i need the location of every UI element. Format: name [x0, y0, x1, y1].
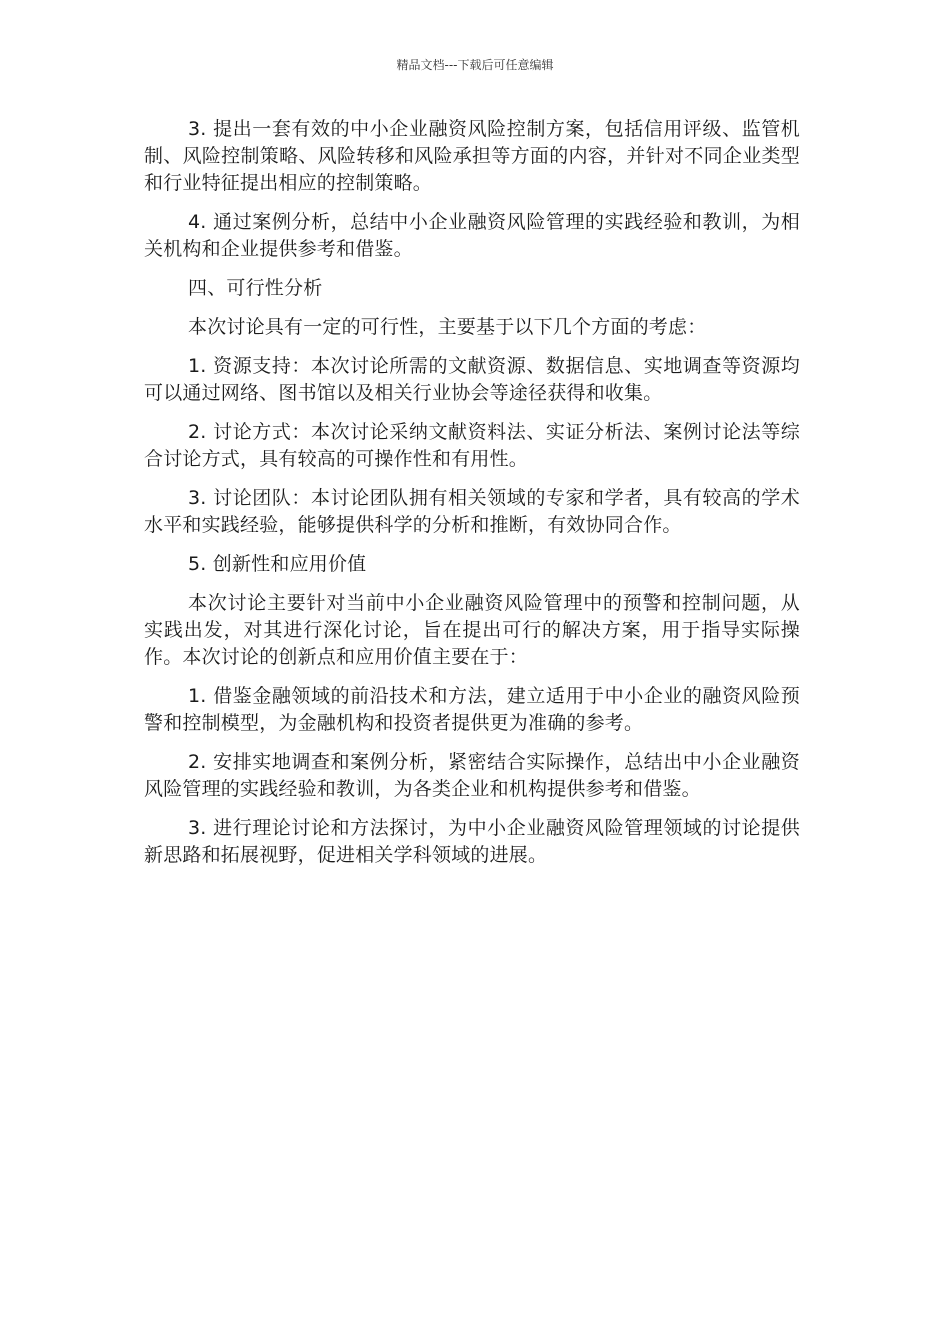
section-heading-innovation: 5. 创新性和应用价值 — [188, 553, 367, 575]
section-heading-feasibility: 四、可行性分析 — [188, 277, 323, 299]
page-header: 精品文档---下载后可任意编辑 — [396, 58, 554, 72]
paragraph-feasibility-1: 1. 资源支持：本次讨论所需的文献资源、数据信息、实地调查等资源均可以通过网络、图书馆以及相关行业协会等途径获得和收集。 — [144, 355, 800, 404]
paragraph-objective-3: 3. 提出一套有效的中小企业融资风险控制方案，包括信用评级、监管机制、风险控制策略、风险转移和风险承担等方面的内容，并针对不同企业类型和行业特征提出相应的控制策略。 — [144, 118, 800, 194]
paragraph-feasibility-2: 2. 讨论方式：本次讨论采纳文献资料法、实证分析法、案例讨论法等综合讨论方式，具有较高的可操作性和有用性。 — [144, 421, 800, 470]
paragraph-feasibility-intro: 本次讨论具有一定的可行性，主要基于以下几个方面的考虑： — [188, 316, 707, 338]
paragraph-objective-4: 4. 通过案例分析，总结中小企业融资风险管理的实践经验和教训，为相关机构和企业提供参考和借鉴。 — [144, 211, 800, 260]
paragraph-innovation-3: 3. 进行理论讨论和方法探讨，为中小企业融资风险管理领域的讨论提供新思路和拓展视野，促进相关学科领域的进展。 — [144, 817, 800, 866]
paragraph-innovation-intro: 本次讨论主要针对当前中小企业融资风险管理中的预警和控制问题，从实践出发，对其进行深化讨论，旨在提出可行的解决方案，用于指导实际操作。本次讨论的创新点和应用价值主要在于： — [144, 592, 800, 668]
paragraph-innovation-2: 2. 安排实地调查和案例分析，紧密结合实际操作，总结出中小企业融资风险管理的实践经验和教训，为各类企业和机构提供参考和借鉴。 — [144, 751, 800, 800]
paragraph-feasibility-3: 3. 讨论团队：本讨论团队拥有相关领域的专家和学者，具有较高的学术水平和实践经验，能够提供科学的分析和推断，有效协同合作。 — [144, 487, 800, 536]
paragraph-innovation-1: 1. 借鉴金融领域的前沿技术和方法，建立适用于中小企业的融资风险预警和控制模型，为金融机构和投资者提供更为准确的参考。 — [144, 685, 800, 734]
document-body — [144, 116, 800, 881]
